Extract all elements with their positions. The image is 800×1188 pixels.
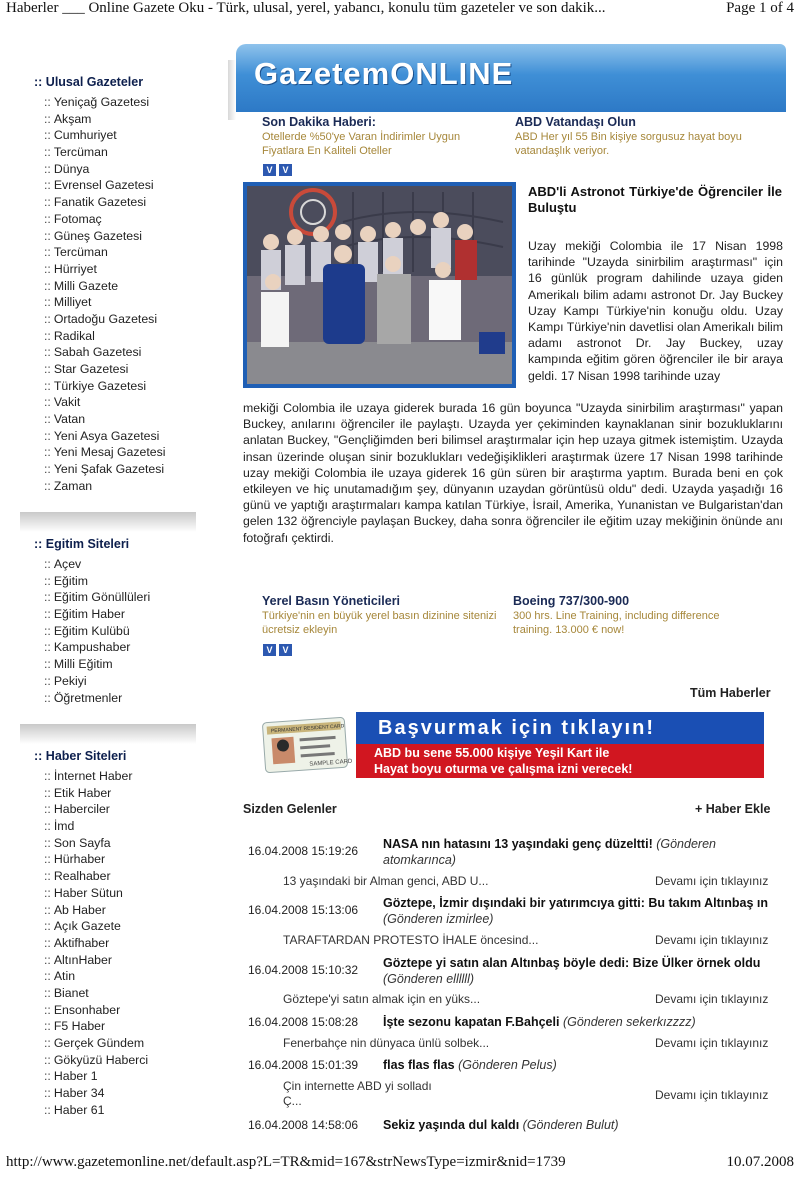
sidebar-link-prefix: :: xyxy=(44,228,51,243)
sidebar-link-label[interactable]: Dünya xyxy=(53,161,90,176)
banner-headline[interactable]: Başvurmak için tıklayın! xyxy=(356,712,764,744)
sidebar-link-label[interactable]: Haberciler xyxy=(53,802,110,817)
sidebar-link[interactable] xyxy=(44,1102,196,1119)
sidebar-link-label[interactable]: Vakit xyxy=(53,395,81,410)
sidebar-link[interactable] xyxy=(44,244,196,261)
sidebar-link-label[interactable]: Açev xyxy=(53,557,82,571)
banner-subtext[interactable] xyxy=(356,744,764,778)
sidebar-link-prefix: :: xyxy=(44,802,51,817)
sidebar-link-prefix: :: xyxy=(44,573,51,588)
sidebar-link-label[interactable]: Haber 61 xyxy=(53,1102,105,1117)
sidebar-link[interactable] xyxy=(44,328,196,345)
vv-arrows[interactable] xyxy=(263,162,295,176)
user-news-heading: Sizden Gelenler xyxy=(243,802,337,816)
news-timestamp: 16.04.2008 15:19:26 xyxy=(248,844,359,858)
sidebar-link[interactable] xyxy=(44,1052,196,1069)
sidebar-link-label[interactable]: Eğitim Gönüllüleri xyxy=(53,590,151,605)
v-arrow-icon[interactable]: V xyxy=(279,644,292,656)
sidebar-link-prefix: :: xyxy=(44,412,51,427)
sidebar-link-label[interactable]: Eğitim Haber xyxy=(53,607,125,622)
news-headline[interactable] xyxy=(383,1014,783,1030)
sidebar-link-label[interactable]: Açık Gazete xyxy=(53,919,121,934)
sidebar-link[interactable] xyxy=(44,835,196,852)
sidebar-link-label[interactable]: Cumhuriyet xyxy=(53,128,117,143)
promo-box[interactable] xyxy=(515,114,755,158)
sidebar-category-national xyxy=(20,72,196,495)
sidebar-link-label[interactable]: Gerçek Gündem xyxy=(53,1036,145,1050)
news-timestamp: 16.04.2008 15:08:28 xyxy=(248,1015,359,1029)
sidebar-link[interactable] xyxy=(44,94,196,111)
sidebar-link[interactable] xyxy=(44,556,196,573)
news-snippet: TARAFTARDAN PROTESTO İHALE öncesind... xyxy=(283,933,539,947)
sidebar-link-prefix: :: xyxy=(44,1036,51,1050)
print-page-number: Page 1 of 4 xyxy=(726,0,794,16)
sidebar-link[interactable] xyxy=(44,885,196,902)
sidebar-link-prefix: :: xyxy=(44,557,51,571)
news-title[interactable]: İşte sezonu kapatan F.Bahçeli xyxy=(383,1015,560,1029)
promo-text[interactable]: ABD Her yıl 55 Bin kişiye sorgusuz hayat boyu vatandaşlık veriyor. xyxy=(515,131,742,157)
print-date: 10.07.2008 xyxy=(726,1154,794,1170)
news-snippet: Çin internette ABD yi solladı Ç... xyxy=(283,1079,432,1108)
sidebar-link-label[interactable]: Akşam xyxy=(53,111,92,126)
sidebar-category-title: :: Egitim Siteleri xyxy=(34,537,130,551)
sidebar-link-prefix: :: xyxy=(44,852,51,867)
article-body-top: Uzay mekiği Colombia ile 17 Nisan 1998 tarihinde "Uzayda sinirbilim araştırması" için 16 günlük program dahilinde uzaya giden Amerikalı bilim adamı astronot Dr. Jay Buckey Uzay Kampı Türkiye'nin konuğu oldu. Uzay Kampı Türkiye'nin davetlisi olan Amerikalı bilim adamı astronot Dr. Jay Buckey, uzay kampında eğitim gören öğrenciler ile bir araya geldi. 17 Nisan 1998 tarihinde uzay xyxy=(528,239,783,383)
news-sender: (Gönderen sekerkızzzz) xyxy=(562,1015,696,1029)
news-title[interactable]: Göztepe yi satın alan Altınbaş böyle dedi: Bize Ülker örnek oldu xyxy=(383,956,761,970)
sidebar-list xyxy=(20,94,196,495)
sidebar-link[interactable] xyxy=(44,902,196,919)
banner-line-2[interactable]: Hayat boyu oturma ve çalışma izni verecek! xyxy=(374,762,633,776)
news-headline[interactable] xyxy=(383,836,783,868)
sidebar-link-prefix: :: xyxy=(44,311,51,326)
sidebar-link-prefix: :: xyxy=(44,935,51,950)
sidebar-link[interactable] xyxy=(44,935,196,952)
sidebar-link-prefix: :: xyxy=(44,178,51,193)
sidebar-link-label[interactable]: Haber 1 xyxy=(53,1069,98,1084)
sidebar-link[interactable] xyxy=(44,194,196,211)
sidebar-link-label[interactable]: Atin xyxy=(53,969,76,984)
sidebar-link-prefix: :: xyxy=(44,478,51,493)
sidebar-link[interactable] xyxy=(44,952,196,969)
sidebar-link[interactable] xyxy=(44,428,196,445)
news-sender: (Gönderen Pelus) xyxy=(458,1058,557,1072)
sidebar-link-prefix: :: xyxy=(44,769,51,783)
sidebar-link-label[interactable]: Öğretmenler xyxy=(53,690,123,705)
banner-text[interactable] xyxy=(356,712,764,778)
sidebar-link-prefix: :: xyxy=(44,261,51,276)
news-item[interactable] xyxy=(243,895,783,953)
sidebar-link-prefix: :: xyxy=(44,1069,51,1084)
sidebar-link-label[interactable]: Yeniçağ Gazetesi xyxy=(53,95,150,109)
sidebar-link[interactable] xyxy=(44,656,196,673)
sidebar-link[interactable] xyxy=(44,1035,196,1052)
sidebar-link[interactable] xyxy=(44,801,196,818)
sidebar-link[interactable] xyxy=(44,461,196,478)
print-footer xyxy=(6,1154,794,1172)
promo-title[interactable]: ABD Vatandaşı Olun xyxy=(515,115,636,129)
card-sample-label: SAMPLE CARD xyxy=(309,758,353,768)
news-title[interactable]: NASA nın hatasını 13 yaşındaki genç düzeltti! xyxy=(383,837,653,851)
logo-shadow xyxy=(228,60,236,120)
sidebar-link[interactable] xyxy=(44,1018,196,1035)
promo-text[interactable]: 300 hrs. Line Training, including difference training. 13.000 € now! xyxy=(513,610,720,636)
sidebar-link-prefix: :: xyxy=(44,590,51,605)
sidebar-link-prefix: :: xyxy=(44,1102,51,1117)
sidebar-link-label[interactable]: Güneş Gazetesi xyxy=(53,228,143,243)
sidebar-link-label[interactable]: Evrensel Gazetesi xyxy=(53,178,154,193)
sidebar-link[interactable] xyxy=(44,589,196,606)
sidebar-link-prefix: :: xyxy=(44,985,51,1000)
sidebar-link-prefix: :: xyxy=(44,445,51,460)
sidebar-link-prefix: :: xyxy=(44,673,51,688)
sidebar-link-label[interactable]: Milliyet xyxy=(53,295,92,310)
sidebar-link-prefix: :: xyxy=(44,869,51,884)
sidebar-link[interactable] xyxy=(44,278,196,295)
astronaut-group-photo-image xyxy=(243,182,516,388)
news-timestamp: 16.04.2008 15:10:32 xyxy=(248,963,359,977)
read-more-link[interactable]: Devamı için tıklayınız xyxy=(655,1088,769,1102)
promo-title[interactable]: Yerel Basın Yöneticileri xyxy=(262,594,401,608)
news-item[interactable] xyxy=(243,1057,783,1113)
sidebar-link[interactable] xyxy=(44,228,196,245)
sidebar-link-label[interactable]: Son Sayfa xyxy=(53,835,111,850)
sidebar-link-label[interactable]: Türkiye Gazetesi xyxy=(53,378,147,393)
sidebar-link-label[interactable]: AltınHaber xyxy=(53,952,112,967)
sidebar-link-prefix: :: xyxy=(44,902,51,917)
sidebar-link-prefix: :: xyxy=(44,161,51,176)
sidebar-link-prefix: :: xyxy=(44,195,51,210)
sidebar-list xyxy=(20,556,196,706)
sidebar-link-label[interactable]: Ortadoğu Gazetesi xyxy=(53,311,158,326)
news-headline[interactable] xyxy=(383,1057,783,1073)
article-title: ABD'li Astronot Türkiye'de Öğrenciler İle Buluştu xyxy=(528,184,782,215)
news-timestamp: 16.04.2008 15:01:39 xyxy=(248,1058,359,1072)
sidebar-list xyxy=(20,768,196,1118)
sidebar-link-prefix: :: xyxy=(44,819,51,834)
sidebar-link[interactable] xyxy=(44,111,196,128)
sidebar-link-label[interactable]: Realhaber xyxy=(53,869,111,884)
sidebar-link[interactable] xyxy=(44,868,196,885)
sidebar-link[interactable] xyxy=(44,411,196,428)
sidebar-category-title: :: Haber Siteleri xyxy=(34,749,127,763)
sidebar-link-label[interactable]: Milli Eğitim xyxy=(53,657,113,672)
news-sender: (Gönderen izmirlee) xyxy=(383,912,494,926)
promo-text[interactable]: Otellerde %50'ye Varan İndirimler Uygun Fiyatlara En Kaliteli Oteller xyxy=(262,131,461,157)
sidebar-link-prefix: :: xyxy=(44,95,51,109)
sidebar-link[interactable] xyxy=(44,968,196,985)
sidebar-link[interactable] xyxy=(44,818,196,835)
sidebar-link-prefix: :: xyxy=(44,211,51,226)
sidebar-link[interactable] xyxy=(44,573,196,590)
sidebar xyxy=(20,64,196,1136)
sidebar-link[interactable] xyxy=(44,851,196,868)
sidebar-link-label[interactable]: Milli Gazete xyxy=(53,278,119,293)
green-card-image xyxy=(262,716,353,774)
sidebar-link-label[interactable]: Ab Haber xyxy=(53,902,106,917)
sidebar-link[interactable] xyxy=(44,673,196,690)
promo-title[interactable]: Son Dakika Haberi: xyxy=(262,115,376,129)
news-headline[interactable] xyxy=(383,1117,783,1133)
news-item[interactable] xyxy=(243,1014,783,1054)
sidebar-link-prefix: :: xyxy=(44,623,51,638)
sidebar-link-label[interactable]: Fotomaç xyxy=(53,211,102,226)
sidebar-link-label[interactable]: Yeni Asya Gazetesi xyxy=(53,428,160,443)
sidebar-link[interactable] xyxy=(44,478,196,495)
sidebar-link[interactable] xyxy=(44,768,196,785)
sidebar-link-prefix: :: xyxy=(44,111,51,126)
promo-box[interactable] xyxy=(262,593,502,637)
banner-line-1[interactable]: ABD bu sene 55.000 kişiye Yeşil Kart ile xyxy=(374,746,610,760)
article-photo xyxy=(243,182,516,388)
news-item[interactable] xyxy=(243,836,783,894)
sidebar-category-education xyxy=(20,534,196,706)
print-header xyxy=(6,0,794,18)
sidebar-link-prefix: :: xyxy=(44,835,51,850)
sidebar-link[interactable] xyxy=(44,623,196,640)
sidebar-link[interactable] xyxy=(44,690,196,707)
sidebar-link-label[interactable]: Hürhaber xyxy=(53,852,106,867)
sidebar-link-label[interactable]: Tercüman xyxy=(53,245,108,260)
promo-title[interactable]: Boeing 737/300-900 xyxy=(513,594,630,608)
news-sender: (Gönderen atomkarınca) xyxy=(383,837,716,867)
sidebar-link[interactable] xyxy=(44,378,196,395)
sidebar-link-label[interactable]: İmd xyxy=(53,819,75,834)
sidebar-link-label[interactable]: Tercüman xyxy=(53,145,108,160)
all-news-link[interactable]: Tüm Haberler xyxy=(690,686,771,700)
sidebar-link-label[interactable]: Zaman xyxy=(53,478,93,493)
sidebar-link[interactable] xyxy=(44,1002,196,1019)
sidebar-link-label[interactable]: Haber 34 xyxy=(53,1086,105,1101)
sidebar-divider xyxy=(20,724,196,744)
sidebar-link-label[interactable]: Kampushaber xyxy=(53,640,131,655)
v-arrow-icon[interactable]: V xyxy=(279,164,292,176)
sidebar-link-prefix: :: xyxy=(44,345,51,360)
sidebar-link-label[interactable]: Radikal xyxy=(53,328,95,343)
sidebar-link[interactable] xyxy=(44,261,196,278)
sidebar-link-label[interactable]: Eğitim Kulübü xyxy=(53,623,130,638)
news-sender: (Gönderen Bulut) xyxy=(522,1118,619,1132)
sidebar-link-label[interactable]: Yeni Mesaj Gazetesi xyxy=(53,445,166,460)
article-body: mekiği Colombia ile uzaya giderek burada 16 gün boyunca "Uzayda sinirbilim araştırması" yapan Buckey, anılarını öğrenciler ile paylaştı. Uzayda yer çekiminden kaynaklanan sinir bozukluklarını anlatan Buckey, "Gençliğimden beri bilimsel araştırmalar için hep uzaya gitmek istemiştim. Uzayda insan üzerinde oluşan sinir bozuklukları vedeğişiklikleri araştırmak üzere 17 Nisan 1998 tarihinde uzay mekiği Colombia ile uzaya giderek 16 gün süren bir araştırma yaptım. Burada beni en çok etkileyen ve hiç unutamadığım şey, dünyanın uzaydan görüntüsü oldu" dedi. Uzayda yaşadığı 16 günü ve yaptığı araştırmaları kampa katılan Türkiye, İsrail, Amerika, Yunanistan ve Bulgaristan'dan gelen 132 öğrenciyle paylaşan Buckey, daha sonra öğrenciler ile eğitim uzay mekiğinin önünde anı fotoğrafı çektirdi. xyxy=(243,401,783,545)
sidebar-link-prefix: :: xyxy=(44,362,51,376)
sidebar-link-prefix: :: xyxy=(44,657,51,672)
sidebar-link-prefix: :: xyxy=(44,640,51,655)
sidebar-link[interactable] xyxy=(44,785,196,802)
news-headline[interactable] xyxy=(383,895,783,927)
sidebar-link-label[interactable]: Aktifhaber xyxy=(53,935,110,950)
sidebar-category-news-sites xyxy=(20,746,196,1118)
green-card-banner[interactable] xyxy=(262,712,764,778)
sidebar-link-prefix: :: xyxy=(44,1002,51,1017)
site-header xyxy=(236,44,786,112)
sidebar-link-label[interactable]: Bianet xyxy=(53,985,89,1000)
sidebar-link-prefix: :: xyxy=(44,952,51,967)
sidebar-link-prefix: :: xyxy=(44,785,51,800)
sidebar-link-label[interactable]: Hürriyet xyxy=(53,261,97,276)
promo-text[interactable]: Türkiye'nin en büyük yerel basın dizinine sitenizi ücretsiz ekleyin xyxy=(262,610,497,636)
print-page-url: http://www.gazetemonline.net/default.asp?L=TR&mid=167&strNewsType=izmir&nid=1739 xyxy=(6,1154,566,1170)
sidebar-link-prefix: :: xyxy=(44,919,51,934)
sidebar-link-label[interactable]: Ensonhaber xyxy=(53,1002,121,1017)
news-headline[interactable] xyxy=(383,955,783,987)
print-page-title: Haberler ___ Online Gazete Oku - Türk, ulusal, yerel, yabancı, konulu tüm gazeteler ve son dakik... xyxy=(6,0,606,16)
news-title[interactable]: Sekiz yaşında dul kaldı xyxy=(383,1118,520,1132)
news-snippet: Fenerbahçe nin dünyaca ünlü solbek... xyxy=(283,1036,490,1050)
card-header-label: PERMANENT RESIDENT CARD xyxy=(270,723,345,735)
sidebar-link-label[interactable]: Gökyüzü Haberci xyxy=(53,1052,149,1067)
v-arrow-icon[interactable]: V xyxy=(263,164,276,176)
v-arrow-icon[interactable]: V xyxy=(263,644,276,656)
news-item[interactable] xyxy=(243,1117,783,1137)
sidebar-link-prefix: :: xyxy=(44,395,51,410)
sidebar-link-prefix: :: xyxy=(44,1019,51,1034)
promo-box[interactable] xyxy=(262,114,502,158)
sidebar-link-label[interactable]: Yeni Şafak Gazetesi xyxy=(53,462,165,477)
sidebar-link[interactable] xyxy=(44,444,196,461)
sidebar-link-label[interactable]: Haber Sütun xyxy=(53,885,123,900)
sidebar-link[interactable] xyxy=(44,1085,196,1102)
vv-arrows[interactable] xyxy=(263,642,295,656)
sidebar-link-prefix: :: xyxy=(44,885,51,900)
news-sender: (Gönderen ellllll) xyxy=(383,972,475,986)
sidebar-link-prefix: :: xyxy=(44,1086,51,1101)
sidebar-link-label[interactable]: Sabah Gazetesi xyxy=(53,345,142,360)
sidebar-link-prefix: :: xyxy=(44,378,51,393)
sidebar-link-prefix: :: xyxy=(44,428,51,443)
news-item[interactable] xyxy=(243,955,783,1013)
sidebar-link-label[interactable]: F5 Haber xyxy=(53,1019,106,1034)
read-more-link[interactable]: Devamı için tıklayınız xyxy=(655,874,769,888)
sidebar-link-label[interactable]: Etik Haber xyxy=(53,785,112,800)
sidebar-link[interactable] xyxy=(44,144,196,161)
news-title[interactable]: Göztepe, İzmir dışındaki bir yatırımcıya gitti: Bu takım Altınbaş ın xyxy=(383,896,769,910)
sidebar-link[interactable] xyxy=(44,311,196,328)
sidebar-link[interactable] xyxy=(44,394,196,411)
sidebar-link-prefix: :: xyxy=(44,295,51,310)
site-logo[interactable]: GazetemONLINE xyxy=(254,56,514,91)
sidebar-link-prefix: :: xyxy=(44,607,51,622)
sidebar-link[interactable] xyxy=(44,606,196,623)
sidebar-divider xyxy=(20,512,196,532)
sidebar-link-label[interactable]: Star Gazetesi xyxy=(53,362,129,376)
sidebar-link-label[interactable]: Fanatik Gazetesi xyxy=(53,195,147,210)
sidebar-link-prefix: :: xyxy=(44,145,51,160)
sidebar-link-prefix: :: xyxy=(44,128,51,143)
sidebar-link-prefix: :: xyxy=(44,328,51,343)
sidebar-link[interactable] xyxy=(44,294,196,311)
sidebar-link[interactable] xyxy=(44,361,196,378)
sidebar-link[interactable] xyxy=(44,177,196,194)
sidebar-link[interactable] xyxy=(44,161,196,178)
sidebar-link-prefix: :: xyxy=(44,1052,51,1067)
news-timestamp: 16.04.2008 14:58:06 xyxy=(248,1118,359,1132)
sidebar-link[interactable] xyxy=(44,1068,196,1085)
sidebar-link-prefix: :: xyxy=(44,245,51,260)
read-more-link[interactable]: Devamı için tıklayınız xyxy=(655,992,769,1006)
sidebar-link-prefix: :: xyxy=(44,690,51,705)
sidebar-link-prefix: :: xyxy=(44,462,51,477)
sidebar-link[interactable] xyxy=(44,985,196,1002)
read-more-link[interactable]: Devamı için tıklayınız xyxy=(655,933,769,947)
sidebar-link-label[interactable]: Vatan xyxy=(53,412,86,427)
sidebar-link[interactable] xyxy=(44,127,196,144)
sidebar-link-label[interactable]: İnternet Haber xyxy=(53,769,133,783)
promo-box[interactable] xyxy=(513,593,753,637)
read-more-link[interactable]: Devamı için tıklayınız xyxy=(655,1036,769,1050)
sidebar-link-prefix: :: xyxy=(44,278,51,293)
sidebar-link[interactable] xyxy=(44,344,196,361)
news-title[interactable]: flas flas flas xyxy=(383,1058,455,1072)
news-snippet: 13 yaşındaki bir Alman genci, ABD U... xyxy=(283,874,489,888)
sidebar-link[interactable] xyxy=(44,211,196,228)
sidebar-link-label[interactable]: Eğitim xyxy=(53,573,89,588)
news-snippet: Göztepe'yi satın almak için en yüks... xyxy=(283,992,481,1006)
sidebar-link[interactable] xyxy=(44,639,196,656)
sidebar-category-title: :: Ulusal Gazeteler xyxy=(34,75,144,89)
news-timestamp: 16.04.2008 15:13:06 xyxy=(248,903,359,917)
sidebar-link-prefix: :: xyxy=(44,969,51,984)
sidebar-link-label[interactable]: Pekiyi xyxy=(53,673,87,688)
add-news-button[interactable]: + Haber Ekle xyxy=(695,802,771,816)
sidebar-link[interactable] xyxy=(44,918,196,935)
